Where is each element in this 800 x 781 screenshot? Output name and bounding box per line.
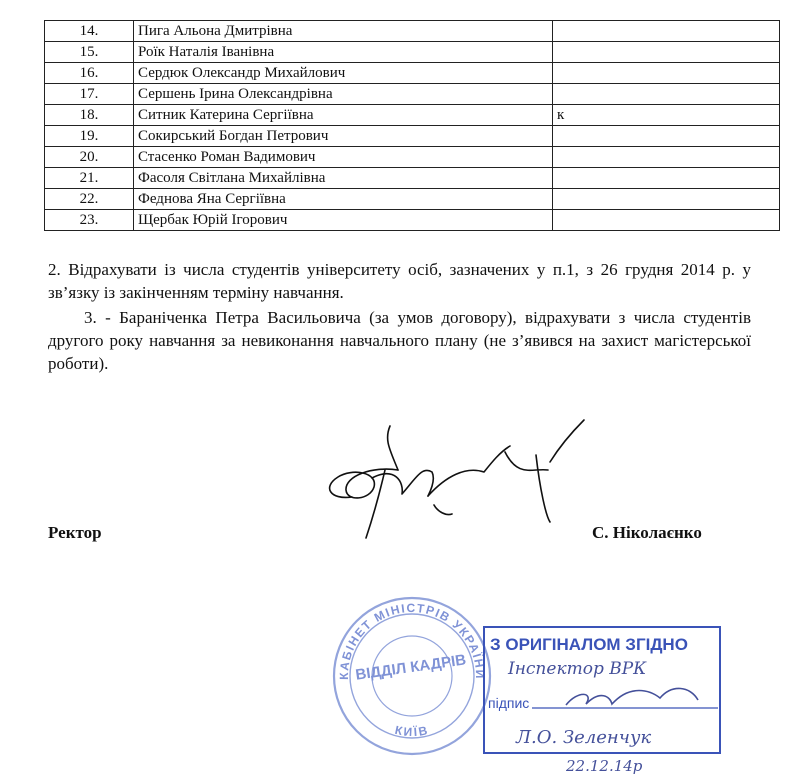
row-number: 16. <box>45 63 134 84</box>
student-name: Роїк Наталія Іванівна <box>134 42 553 63</box>
round-seal <box>334 598 490 754</box>
row-number: 15. <box>45 42 134 63</box>
stamp-header: З ОРИГІНАЛОМ ЗГІДНО <box>490 635 688 654</box>
seal-top-text: КАБІНЕТ МІНІСТРІВ УКРАЇНИ <box>336 600 488 680</box>
seal-bottom-text: КИЇВ <box>393 722 431 740</box>
row-mark: к <box>553 105 780 126</box>
student-name: Ситник Катерина Сергіївна <box>134 105 553 126</box>
student-name: Сокирський Богдан Петрович <box>134 126 553 147</box>
row-number: 17. <box>45 84 134 105</box>
stamp-signature-label: підпис <box>488 695 530 711</box>
row-number: 21. <box>45 168 134 189</box>
student-name: Сершень Ірина Олександрівна <box>134 84 553 105</box>
stamp-handwritten-signature <box>566 688 698 705</box>
row-number: 18. <box>45 105 134 126</box>
stamp-position: Інспектор ВРК <box>508 659 647 679</box>
student-name: Феднова Яна Сергіївна <box>134 189 553 210</box>
student-name: Фасоля Світлана Михайлівна <box>134 168 553 189</box>
seal-center-text: ВІДДІЛ КАДРІВ <box>354 651 468 684</box>
row-number: 20. <box>45 147 134 168</box>
paragraph-2: 2. Відрахувати із числа студентів університету осіб, зазначених у п.1, з 26 грудня 2014 р. у зв’язку із закінченням терміну навчання. <box>48 260 751 302</box>
rector-name: С. Ніколаєнко <box>592 523 702 542</box>
rector-signature <box>330 420 584 538</box>
stamp-signer: Л.О. Зеленчук <box>516 727 652 748</box>
row-number: 14. <box>45 21 134 42</box>
row-number: 19. <box>45 126 134 147</box>
rector-title: Ректор <box>48 523 102 542</box>
student-name: Сердюк Олександр Михайлович <box>134 63 553 84</box>
paragraph-3: 3. - Бараніченка Петра Васильовича (за умов договору), відрахувати з числа студентів другого року навчання за невиконання навчального плану (не з’явився на захист магістерської роботи). <box>48 308 751 373</box>
row-number: 22. <box>45 189 134 210</box>
student-name: Щербак Юрій Ігорович <box>134 210 553 231</box>
row-number: 23. <box>45 210 134 231</box>
certification-stamp <box>484 627 720 775</box>
stamp-date: 22.12.14р <box>566 757 643 775</box>
student-name: Стасенко Роман Вадимович <box>134 147 553 168</box>
student-name: Пига Альона Дмитрівна <box>134 21 553 42</box>
